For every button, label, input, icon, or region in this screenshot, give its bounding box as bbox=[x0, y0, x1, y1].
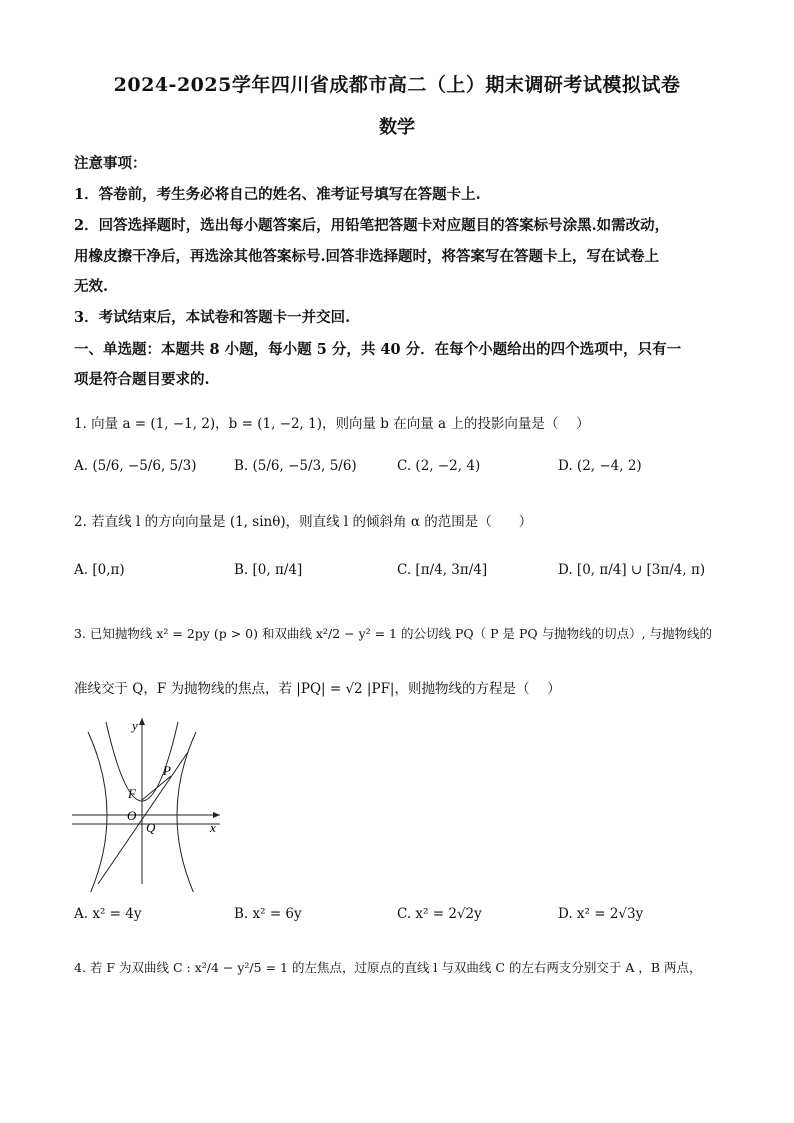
hyperbola-left-branch bbox=[88, 732, 107, 892]
label-o: O bbox=[127, 808, 137, 823]
tangent-line-pq bbox=[98, 752, 188, 884]
q3-graph bbox=[70, 712, 230, 892]
label-y: y bbox=[132, 718, 138, 733]
subject-title: 数学 bbox=[379, 117, 415, 138]
y-axis-arrow-icon bbox=[139, 718, 145, 725]
q3-stem-line1: 3. 已知抛物线 x² = 2py (p > 0) 和双曲线 x²/2 − y² = 1 的公切线 PQ（ P 是 PQ 与抛物线的切点）, 与抛物线的 bbox=[74, 626, 713, 641]
exam-title: 2024-2025学年四川省成都市高二（上）期末调研考试模拟试卷 bbox=[113, 74, 681, 96]
q1-option-c: C. (2, −2, 4) bbox=[397, 458, 481, 474]
note-2c: 无效. bbox=[74, 278, 109, 295]
label-q: Q bbox=[146, 820, 156, 835]
q3-stem-line2: 准线交于 Q，F 为抛物线的焦点，若 |PQ| = √2 |PF|，则抛物线的方程是（ ） bbox=[74, 681, 561, 697]
q3-option-d: D. x² = 2√3y bbox=[558, 906, 644, 922]
q1-stem: 1. 向量 a = (1, −1, 2)，b = (1, −2, 1)，则向量 b 在向量 a 上的投影向量是（ ） bbox=[74, 416, 590, 432]
q2-option-c: C. [π/4, 3π/4] bbox=[397, 562, 488, 578]
q2-option-a: A. [0,π) bbox=[74, 562, 125, 578]
q3-option-b: B. x² = 6y bbox=[234, 906, 302, 922]
q1-option-a: A. (5/6, −5/6, 5/3) bbox=[74, 458, 197, 474]
section-heading-line1: 一、单选题：本题共 8 小题，每小题 5 分，共 40 分．在每个小题给出的四个选项中，只有一 bbox=[74, 341, 682, 358]
q2-option-b: B. [0, π/4] bbox=[234, 562, 303, 578]
q1-option-b: B. (5/6, −5/3, 5/6) bbox=[234, 458, 357, 474]
notes-heading: 注意事项： bbox=[74, 155, 147, 172]
hyperbola-right-branch bbox=[177, 732, 196, 892]
segment-pf bbox=[142, 776, 171, 800]
section-heading-line2: 项是符合题目要求的. bbox=[74, 371, 210, 388]
label-p: P bbox=[163, 763, 171, 778]
q4-stem: 4. 若 F 为双曲线 C : x²/4 − y²/5 = 1 的左焦点，过原点的直线 l 与双曲线 C 的左右两支分别交于 A ，B 两点， bbox=[74, 960, 702, 975]
note-2a: 2．回答选择题时，选出每小题答案后，用铅笔把答题卡对应题目的答案标号涂黑.如需改动， bbox=[74, 217, 670, 234]
q1-option-d: D. (2, −4, 2) bbox=[558, 458, 642, 474]
q3-option-c: C. x² = 2√2y bbox=[397, 906, 482, 922]
note-3: 3．考试结束后，本试卷和答题卡一并交回. bbox=[74, 309, 351, 326]
q2-stem: 2. 若直线 l 的方向向量是 (1, sinθ)，则直线 l 的倾斜角 α 的范围是（ ） bbox=[74, 514, 533, 530]
q2-option-d: D. [0, π/4] ∪ [3π/4, π) bbox=[558, 562, 706, 578]
note-1: 1．答卷前，考生务必将自己的姓名、准考证号填写在答题卡上. bbox=[74, 186, 481, 203]
label-x: x bbox=[210, 820, 216, 835]
label-f: F bbox=[128, 786, 136, 801]
note-2b: 用橡皮擦干净后，再选涂其他答案标号.回答非选择题时，将答案写在答题卡上，写在试卷上 bbox=[74, 248, 660, 265]
q3-option-a: A. x² = 4y bbox=[74, 906, 142, 922]
x-axis-arrow-icon bbox=[213, 812, 220, 818]
